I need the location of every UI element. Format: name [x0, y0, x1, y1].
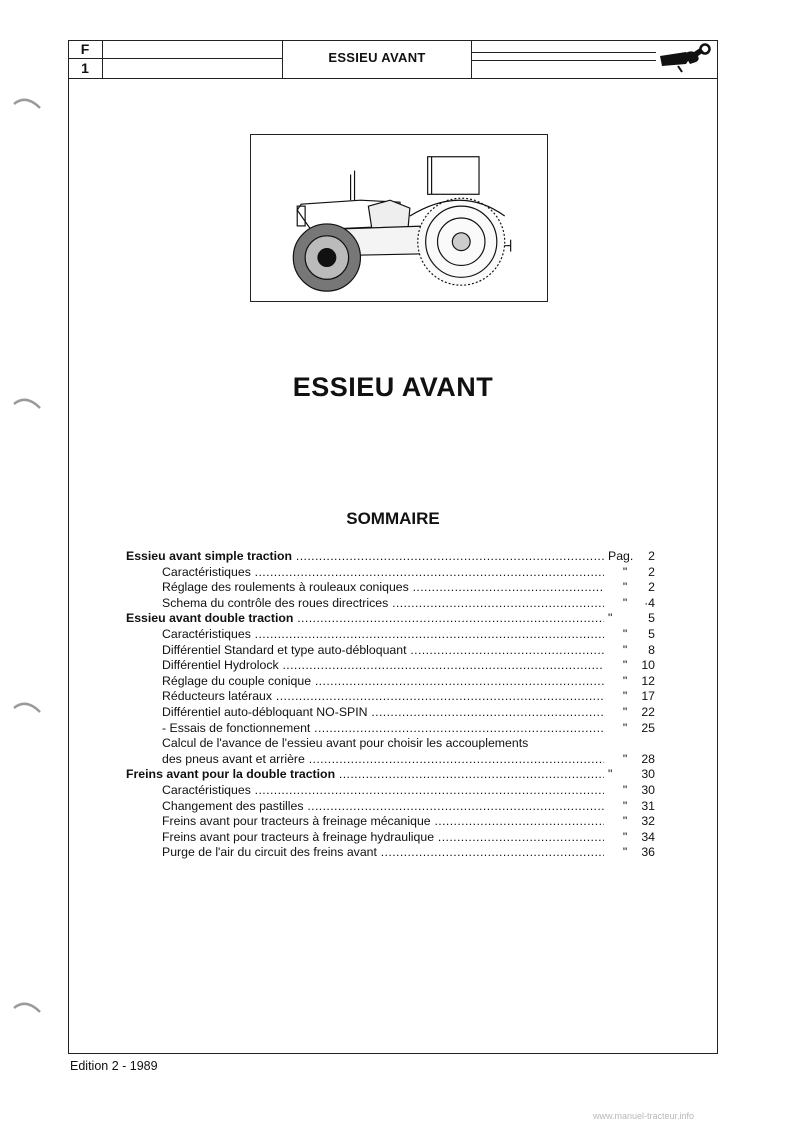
toc-page-number: 2	[648, 549, 655, 563]
toc-page-number: 5	[648, 626, 655, 641]
toc-page-number: 36	[641, 845, 655, 860]
binder-hole-mark	[12, 396, 42, 418]
toc-page-number: 32	[641, 814, 655, 829]
toc-entry-title: Différentiel Hydrolock .....	[162, 658, 604, 674]
toc-entry-row	[126, 783, 666, 799]
toc-entry-row	[126, 627, 666, 643]
wrench-hand-icon	[656, 42, 712, 74]
toc-entry-row	[126, 674, 666, 690]
header-title: ESSIEU AVANT	[328, 50, 426, 65]
toc-page-number: 25	[641, 720, 655, 735]
toc-entry-row	[126, 689, 666, 705]
toc-entry-title: Caractéristiques .....	[162, 627, 604, 643]
toc-page-number: 17	[641, 689, 655, 704]
toc-page-mark: "	[622, 626, 628, 641]
binder-hole-mark	[12, 1000, 42, 1022]
toc-page-number: 12	[641, 673, 655, 688]
toc-page-number: 28	[641, 751, 655, 766]
toc-page-mark: Pag.	[608, 549, 634, 563]
toc-page-mark: "	[608, 767, 613, 782]
toc-page-mark: "	[622, 720, 628, 735]
toc-entry-title: Caractéristiques .....	[162, 565, 604, 581]
toc-entry-title: Essieu avant simple traction .....	[126, 549, 604, 565]
toc-entry-title: Freins avant pour la double traction .....	[126, 767, 604, 783]
table-of-contents	[126, 549, 666, 861]
toc-page-number: 34	[641, 829, 655, 844]
toc-page-number: 2	[648, 580, 655, 595]
toc-entry-title: - Essais de fonctionnement .....	[162, 721, 604, 737]
toc-entry-row	[126, 658, 666, 674]
toc-page-mark: "	[622, 673, 628, 688]
toc-page-mark: "	[622, 814, 628, 829]
toc-entry-title: Purge de l'air du circuit des freins avant .....	[162, 845, 604, 861]
toc-entry-title: Réglage du couple conique .....	[162, 674, 604, 690]
toc-page-mark: "	[622, 845, 628, 860]
toc-entry-title: Freins avant pour tracteurs à freinage hydraulique .....	[162, 830, 604, 846]
tractor-illustration	[250, 134, 548, 302]
toc-page-mark: "	[622, 798, 628, 813]
toc-page-number: 5	[648, 611, 655, 626]
binder-hole-mark	[12, 700, 42, 722]
toc-entry-title: Essieu avant double traction .....	[126, 611, 604, 627]
toc-heading: SOMMAIRE	[346, 509, 440, 528]
toc-page-number: ·4	[644, 595, 655, 610]
toc-page-number: 8	[648, 642, 655, 657]
edition-footer: Edition 2 - 1989	[70, 1059, 158, 1073]
toc-page-mark: "	[622, 642, 628, 657]
toc-entry-title: Différentiel auto-débloquant NO-SPIN .....	[162, 705, 604, 721]
section-code-box	[68, 40, 103, 78]
toc-entry-title: Changement des pastilles .....	[162, 799, 604, 815]
toc-entry-row	[126, 830, 666, 846]
toc-page-number: 22	[641, 704, 655, 719]
toc-page-mark: "	[622, 704, 628, 719]
toc-entry-title: Réglage des roulements à rouleaux coniques .....	[162, 580, 604, 596]
toc-entry-title: Caractéristiques .....	[162, 783, 604, 799]
toc-section-row	[126, 767, 666, 783]
toc-page-mark: "	[608, 611, 613, 626]
toc-entry-title: Différentiel Standard et type auto-débloquant .....	[162, 643, 604, 659]
toc-section-row	[126, 549, 666, 565]
section-number: 1	[81, 60, 89, 76]
toc-page-number: 31	[641, 798, 655, 813]
toc-page-number: 10	[641, 658, 655, 673]
toc-page-mark: "	[622, 658, 628, 673]
page-title: ESSIEU AVANT	[292, 372, 494, 402]
binder-hole-mark	[12, 96, 42, 118]
toc-entry-row	[126, 596, 666, 612]
toc-entry-row	[126, 845, 666, 861]
toc-page-mark: "	[622, 689, 628, 704]
toc-entry-row	[126, 814, 666, 830]
toc-entry-row	[126, 721, 666, 737]
toc-entry-title: Réducteurs latéraux .....	[162, 689, 604, 705]
toc-page-mark: "	[622, 751, 628, 766]
toc-page-mark: "	[622, 564, 628, 579]
page-header	[68, 40, 718, 78]
toc-entry-row	[126, 799, 666, 815]
toc-page-number: 30	[641, 767, 655, 782]
toc-page-mark: "	[622, 580, 628, 595]
toc-page-mark: "	[622, 595, 628, 610]
section-letter: F	[80, 41, 90, 57]
toc-entry-row	[126, 752, 666, 768]
toc-entry-row	[126, 565, 666, 581]
toc-page-number: 2	[648, 564, 655, 579]
toc-page-number: 30	[641, 782, 655, 797]
toc-page-mark: "	[622, 782, 628, 797]
toc-entry-row	[126, 643, 666, 659]
toc-entry-row	[126, 580, 666, 596]
toc-entry-title: Freins avant pour tracteurs à freinage mécanique .....	[162, 814, 604, 830]
watermark: www.manuel-tracteur.info	[593, 1111, 695, 1121]
toc-entry-row	[126, 705, 666, 721]
toc-entry-title: Schema du contrôle des roues directrices .....	[162, 596, 604, 612]
toc-entry-row	[126, 736, 666, 752]
toc-entry-title: Calcul de l'avance de l'essieu avant pour choisir les accouplements	[162, 736, 529, 751]
toc-section-row	[126, 611, 666, 627]
toc-page-mark: "	[622, 829, 628, 844]
toc-entry-title: des pneus avant et arrière .....	[162, 752, 604, 768]
